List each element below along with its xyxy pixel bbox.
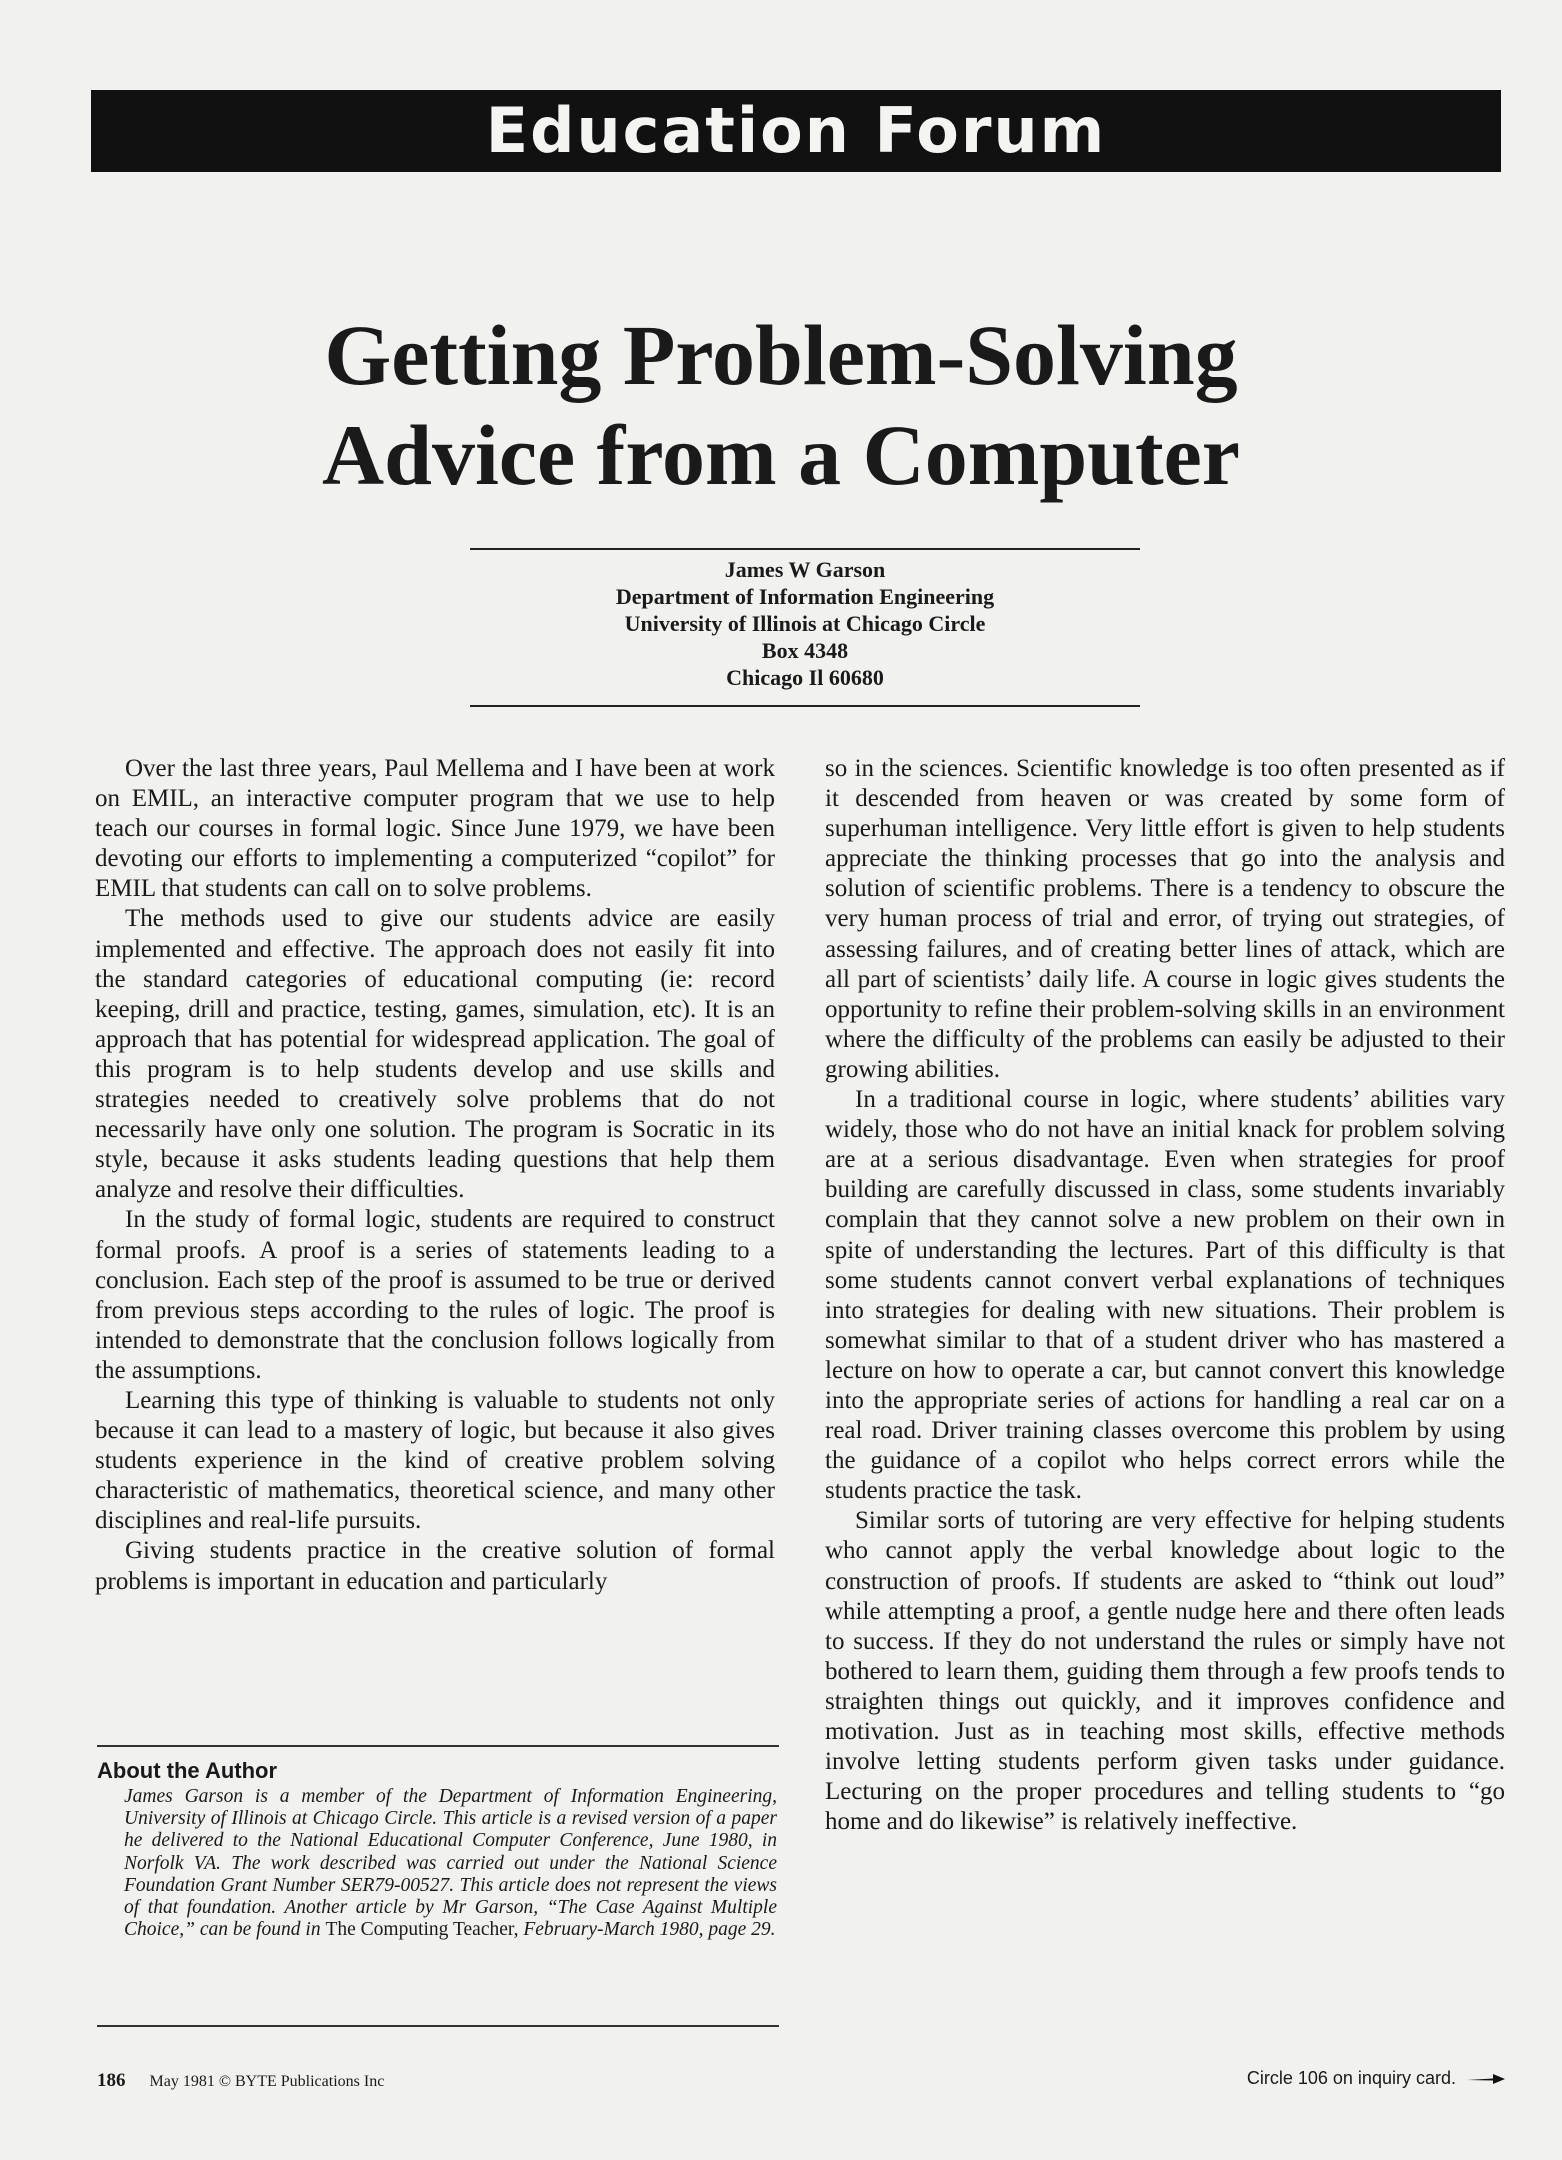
paragraph: Learning this type of thinking is valuable to students not only because it can lead to a mastery of logic, but because it also gives students experience in the kind of creative problem solving characteristic of mathematics, theoretical science, and many other disciplines and real-life pursuits. — [95, 1386, 775, 1535]
author-box: Box 4348 — [761, 638, 849, 663]
paragraph: The methods used to give our students advice are easily implemented and effective. The approach does not easily fit into the standard categories of educational computing (ie: record keeping, drill and practice, testing, games, simulation, etc). It is an approach that has potential for widespread application. The goal of this program is to help students develop and use skills and strategies needed to creatively solve problems that do not necessarily have only one solution. The program is Socratic in its style, because it asks students leading questions that help them analyze and resolve their difficulties. — [95, 905, 775, 1204]
author-department: Department of Information Engineering — [615, 584, 995, 609]
paragraph: Over the last three years, Paul Mellema and I have been at work on EMIL, an interactive computer program that we use to help teach our courses in formal logic. Since June 1979, we have been devoting our efforts to implementing a computerized “copilot” for EMIL that students can call on to solve problems. — [95, 755, 775, 903]
arrow-right-icon — [1467, 2072, 1505, 2086]
issue-credit: May 1981 © BYTE Publications Inc — [149, 2073, 385, 2090]
article-title — [80, 305, 1482, 505]
bio-top-rule — [97, 1745, 779, 1747]
paragraph: so in the sciences. Scientific knowledge is too often presented as if it descended from heaven or was created by some form of superhuman intelligence. Very little effort is given to help students appreciate the thinking processes that go into the analysis and solution of scientific problems. There is a tendency to obscure the very human process of trial and error, of trying out strategies, of assessing failures, and of creating better lines of attack, which are all part of scientists’ daily life. A course in logic gives students the opportunity to refine their problem-solving skills in an environment where the difficulty of the problems can easily be adjusted to their growing abilities. — [825, 755, 1505, 1083]
paragraph: Similar sorts of tutoring are very effective for helping students who cannot apply the verbal knowledge about logic to the construction of proofs. If students are asked to “think out loud” while attempting a proof, a gentle nudge here and there often leads to success. If they do not understand the rules or simply have not bothered to learn them, guiding them through a few proofs tends to straighten things out quickly, and it improves confidence and motivation. Just as in teaching most skills, effective methods involve letting students perform given tasks under guidance. Lecturing on the proper procedures and telling students to “go home and do likewise” is relatively ineffective. — [825, 1507, 1505, 1836]
byline-bottom-rule — [470, 705, 1140, 707]
title-line-2: Advice from a Computer — [322, 407, 1240, 503]
body-column-left — [95, 754, 775, 1597]
bio-text — [97, 1786, 777, 1941]
body-column-right — [825, 754, 1505, 1837]
page-number: 186 — [97, 2070, 126, 2091]
section-banner — [91, 90, 1501, 172]
author-name: James W Garson — [724, 557, 886, 582]
section-title: Education Forum — [485, 94, 1107, 167]
author-city: Chicago Il 60680 — [726, 665, 884, 690]
title-line-1: Getting Problem-Solving — [324, 307, 1238, 403]
bio-journal: The Computing Teacher, — [325, 1919, 519, 1941]
inquiry-note — [1247, 2068, 1505, 2089]
byline-top-rule — [470, 548, 1140, 550]
paragraph: In the study of formal logic, students are required to construct formal proofs. A proof is a series of statements leading to a conclusion. Each step of the proof is assumed to be true or derived from previous steps according to the rules of logic. The proof is intended to demonstrate that the conclusion follows logically from the assumptions. — [95, 1206, 775, 1384]
paragraph: In a traditional course in logic, where students’ abilities vary widely, those who do not have an initial knack for problem solving are at a serious disadvantage. Even when strategies for proof building are carefully discussed in class, some students invariably complain that they cannot solve a new problem on their own in spite of understanding the lectures. Part of this difficulty is that some students cannot convert verbal explanations of techniques into strategies for dealing with new situations. Their problem is somewhat similar to that of a student driver who has mastered a lecture on how to operate a car, but cannot convert this knowledge into the appropriate series of actions for handling a real car on a real road. Driver training classes overcome this problem by using the guidance of a copilot who helps correct errors while the students practice the task. — [825, 1086, 1505, 1505]
bio-text-part1: James Garson is a member of the Department of Information Engineering, University of Illinois at Chicago Circle. This article is a revised version of a paper he delivered to the National Educational Computer Conference, June 1980, in Norfolk VA. The work described was carried out under the National Science Foundation Grant Number SER79-00527. This article does not represent the views of that foundation. Another article by Mr Garson, “The Case Against Multiple Choice,” can be found in — [124, 1786, 777, 1941]
author-byline — [470, 556, 1140, 691]
inquiry-text: Circle 106 on inquiry card. — [1246, 2068, 1456, 2088]
author-university: University of Illinois at Chicago Circle — [624, 611, 986, 636]
page-footer — [97, 2070, 384, 2092]
paragraph: Giving students practice in the creative solution of formal problems is important in education and particularly — [95, 1537, 775, 1595]
bio-bottom-rule — [97, 2025, 779, 2027]
bio-heading: About the Author — [97, 1758, 278, 1783]
bio-text-part2: February-March 1980, page 29. — [523, 1919, 776, 1941]
about-author-box — [97, 1758, 777, 1941]
